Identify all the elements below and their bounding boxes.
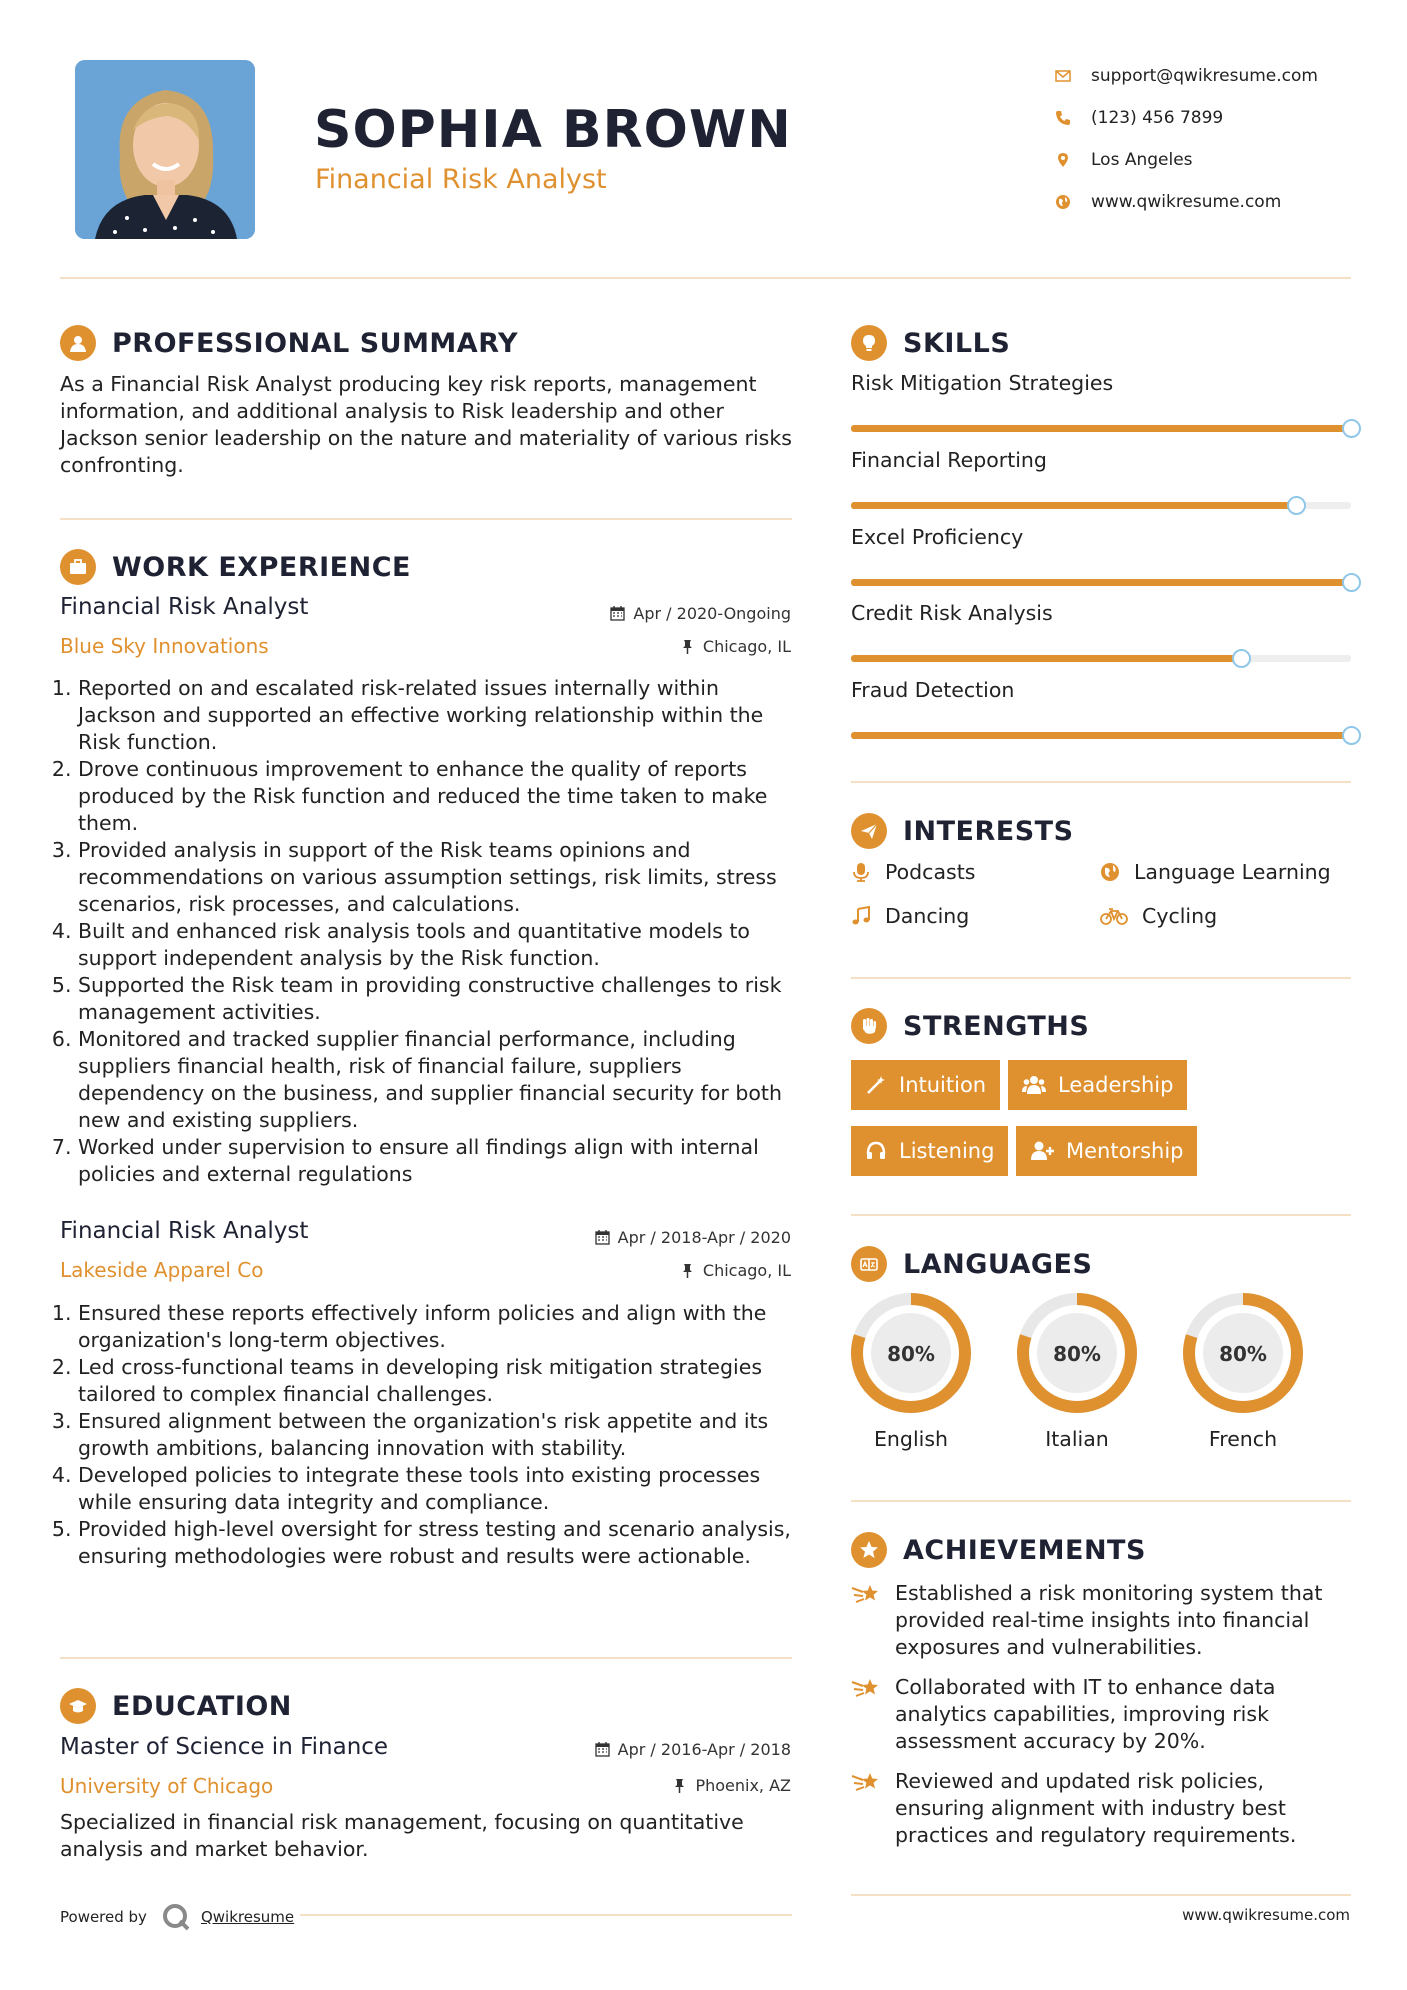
- star-icon: [851, 1532, 887, 1568]
- language-name: French: [1208, 1427, 1278, 1451]
- language-gauge: [1015, 1291, 1139, 1415]
- job-1-location-text: Chicago, IL: [702, 637, 791, 656]
- job-2-role: Financial Risk Analyst: [60, 1218, 309, 1244]
- shooting-star-icon: [851, 1674, 883, 1704]
- job-2-duty: 1. Ensured these reports effectively inform policies and align with the organization's long-term objectives.: [78, 1300, 800, 1354]
- footer-brand-link[interactable]: Qwikresume: [200, 1908, 295, 1926]
- education-title: EDUCATION: [112, 1690, 292, 1722]
- summary-text: As a Financial Risk Analyst producing key risk reports, management information, and additional analysis to Risk leadership and other Jackson senior leadership on the nature and materiality of various risks confronting.: [60, 372, 792, 477]
- skill-name: Risk Mitigation Strategies: [851, 371, 1114, 395]
- graduation-icon: [60, 1688, 96, 1724]
- experience-title: WORK EXPERIENCE: [112, 551, 411, 583]
- education-location-text: Phoenix, AZ: [695, 1776, 791, 1795]
- job-1-role: Financial Risk Analyst: [60, 594, 309, 620]
- job-2-location-text: Chicago, IL: [702, 1261, 791, 1280]
- strengths-title: STRENGTHS: [903, 1010, 1090, 1042]
- pushpin-icon: [672, 1778, 687, 1793]
- skills-divider: [851, 781, 1351, 783]
- education-school: University of Chicago: [60, 1774, 274, 1798]
- education-dates: [595, 1740, 791, 1759]
- job-2-duties: [60, 1300, 800, 1570]
- achievement-item: [851, 1580, 1351, 1661]
- strength-badge: [851, 1060, 1000, 1110]
- language-item: [1181, 1291, 1305, 1451]
- skill-bar: [851, 502, 1351, 509]
- globe-icon: [1100, 862, 1120, 882]
- footer-left-divider: [300, 1914, 792, 1916]
- skill-name: Fraud Detection: [851, 678, 1015, 702]
- pushpin-icon: [680, 639, 695, 654]
- strength-label: Leadership: [1058, 1073, 1174, 1097]
- job-1-duty: 2. Drove continuous improvement to enhance the quality of reports produced by the Risk function and reduced the time taken to make them.: [78, 756, 800, 837]
- language-icon: [851, 1246, 887, 1282]
- magic-wand-icon: [865, 1074, 887, 1096]
- strength-label: Mentorship: [1066, 1139, 1184, 1163]
- gauge-label: 80%: [887, 1342, 935, 1366]
- skill-knob[interactable]: [1342, 419, 1361, 438]
- summary-title: PROFESSIONAL SUMMARY: [112, 327, 519, 359]
- education-location: [672, 1776, 791, 1795]
- powered-by-label: Powered by: [60, 1908, 147, 1926]
- summary-divider: [60, 518, 792, 520]
- contact-list: [1055, 55, 1375, 223]
- interest-label: Language Learning: [1134, 860, 1331, 884]
- strength-badge: [1016, 1126, 1197, 1176]
- skill-knob[interactable]: [1232, 649, 1251, 668]
- skills-title: SKILLS: [903, 327, 1011, 359]
- job-1-duty: 3. Provided analysis in support of the Risk teams opinions and recommendations on various assumption settings, risk limits, stress scenarios, risk processes, and calculations.: [78, 837, 800, 918]
- interest-item: [851, 904, 969, 928]
- skill-item: [851, 601, 1351, 662]
- gauge-label: 80%: [1219, 1342, 1267, 1366]
- skill-name: Excel Proficiency: [851, 525, 1024, 549]
- bicycle-icon: [1100, 906, 1128, 926]
- job-2-location: [680, 1261, 791, 1280]
- contact-website-text: www.qwikresume.com: [1091, 192, 1282, 212]
- shooting-star-icon: [851, 1768, 883, 1798]
- job-1-duties: [60, 675, 800, 1188]
- achievements-title: ACHIEVEMENTS: [903, 1534, 1146, 1566]
- footer-powered-by: [60, 1902, 294, 1932]
- contact-phone-text: (123) 456 7899: [1091, 108, 1224, 128]
- header-divider: [60, 277, 1351, 279]
- achievement-text: Collaborated with IT to enhance data analytics capabilities, improving risk assessment accuracy by 20%.: [895, 1675, 1276, 1753]
- job-2-dates: [595, 1228, 791, 1247]
- strength-badge: [851, 1126, 1008, 1176]
- skill-bar: [851, 425, 1351, 432]
- contact-location-text: Los Angeles: [1091, 150, 1193, 170]
- contact-email[interactable]: [1055, 55, 1375, 97]
- gauge-label: 80%: [1053, 1342, 1101, 1366]
- language-gauge: [1181, 1291, 1305, 1415]
- job-2-dates-text: Apr / 2018-Apr / 2020: [617, 1228, 791, 1247]
- skill-knob[interactable]: [1287, 496, 1306, 515]
- interest-item: [1100, 860, 1331, 884]
- strength-badge: [1008, 1060, 1187, 1110]
- calendar-icon: [610, 606, 625, 621]
- education-text: Specialized in financial risk management, focusing on quantitative analysis and market behavior.: [60, 1810, 744, 1861]
- achievements-divider: [851, 1894, 1351, 1896]
- education-degree: Master of Science in Finance: [60, 1734, 389, 1760]
- skill-item: [851, 371, 1351, 432]
- job-1-duty: 7. Worked under supervision to ensure all findings align with internal policies and external regulations: [78, 1134, 800, 1188]
- job-1-location: [680, 637, 791, 656]
- user-plus-icon: [1030, 1140, 1054, 1162]
- calendar-icon: [595, 1742, 610, 1757]
- pushpin-icon: [680, 1263, 695, 1278]
- candidate-name: SOPHIA BROWN: [314, 100, 792, 160]
- skill-knob[interactable]: [1342, 726, 1361, 745]
- fist-icon: [851, 1008, 887, 1044]
- language-gauge: [849, 1291, 973, 1415]
- footer-url[interactable]: www.qwikresume.com: [1182, 1906, 1350, 1924]
- language-item: [849, 1291, 973, 1451]
- job-1-duty: 6. Monitored and tracked supplier financial performance, including suppliers financial health, risk of financial failure, suppliers dependency on the business, and supplier financial security for both new and existing suppliers.: [78, 1026, 800, 1134]
- languages-heading: [851, 1246, 1092, 1282]
- achievement-item: [851, 1768, 1351, 1849]
- skill-fill: [851, 732, 1351, 739]
- job-2-duty: 2. Led cross-functional teams in developing risk mitigation strategies tailored to complex financial challenges.: [78, 1354, 800, 1408]
- contact-phone[interactable]: [1055, 97, 1375, 139]
- phone-icon: [1055, 110, 1091, 126]
- strength-label: Listening: [899, 1139, 995, 1163]
- education-dates-text: Apr / 2016-Apr / 2018: [617, 1740, 791, 1759]
- job-1-dates: [610, 604, 791, 623]
- experience-heading: [60, 549, 411, 585]
- job-1-duty: 1. Reported on and escalated risk-related issues internally within Jackson and supported an effective working relationship within the Risk function.: [78, 675, 800, 756]
- job-2-duty: 4. Developed policies to integrate these tools into existing processes while ensuring data integrity and compliance.: [78, 1462, 800, 1516]
- contact-email-text: support@qwikresume.com: [1091, 66, 1318, 86]
- language-item: [1015, 1291, 1139, 1451]
- skill-bar: [851, 655, 1351, 662]
- summary-heading: [60, 325, 518, 361]
- job-1-company: Blue Sky Innovations: [60, 634, 269, 658]
- music-note-icon: [851, 906, 871, 926]
- skill-bar: [851, 579, 1351, 586]
- interest-label: Podcasts: [885, 860, 976, 884]
- skill-name: Financial Reporting: [851, 448, 1047, 472]
- languages-title: LANGUAGES: [903, 1248, 1093, 1280]
- paper-plane-icon: [851, 813, 887, 849]
- interest-item: [1100, 904, 1217, 928]
- job-2-duty: 3. Ensured alignment between the organization's risk appetite and its growth ambitions, balancing innovation with stability.: [78, 1408, 800, 1462]
- interests-heading: [851, 813, 1074, 849]
- candidate-title: Financial Risk Analyst: [315, 164, 607, 195]
- profile-photo: [75, 60, 255, 239]
- qwikresume-logo-icon: [161, 1902, 191, 1932]
- skill-knob[interactable]: [1342, 573, 1361, 592]
- briefcase-icon: [60, 549, 96, 585]
- strengths-heading: [851, 1008, 1089, 1044]
- skill-fill: [851, 425, 1351, 432]
- skill-fill: [851, 655, 1241, 662]
- microphone-icon: [851, 862, 871, 882]
- user-icon: [60, 325, 96, 361]
- job-1-duty: 4. Built and enhanced risk analysis tools and quantitative models to support independent analysis by the Risk function.: [78, 918, 800, 972]
- contact-website[interactable]: [1055, 181, 1375, 223]
- job-1-duty: 5. Supported the Risk team in providing constructive challenges to risk management activities.: [78, 972, 800, 1026]
- users-icon: [1022, 1074, 1046, 1096]
- skill-item: [851, 525, 1351, 586]
- job-2-company: Lakeside Apparel Co: [60, 1258, 264, 1282]
- skills-heading: [851, 325, 1010, 361]
- skill-item: [851, 678, 1351, 739]
- achievement-text: Reviewed and updated risk policies, ensuring alignment with industry best practices and regulatory requirements.: [895, 1769, 1297, 1847]
- envelope-icon: [1055, 68, 1091, 84]
- skill-item: [851, 448, 1351, 509]
- lightbulb-icon: [851, 325, 887, 361]
- achievement-text: Established a risk monitoring system that provided real-time insights into financial exposures and vulnerabilities.: [895, 1581, 1323, 1659]
- skill-fill: [851, 579, 1351, 586]
- job-2-duty: 5. Provided high-level oversight for stress testing and scenario analysis, ensuring methodologies were robust and results were actionable.: [78, 1516, 800, 1570]
- skill-bar: [851, 732, 1351, 739]
- languages-divider: [851, 1500, 1351, 1502]
- strength-label: Intuition: [899, 1073, 987, 1097]
- achievement-item: [851, 1674, 1351, 1755]
- skill-name: Credit Risk Analysis: [851, 601, 1053, 625]
- experience-divider: [60, 1657, 792, 1659]
- achievements-heading: [851, 1532, 1146, 1568]
- language-name: Italian: [1045, 1427, 1109, 1451]
- shooting-star-icon: [851, 1580, 883, 1610]
- interest-item: [851, 860, 975, 884]
- globe-icon: [1055, 194, 1091, 210]
- interest-label: Dancing: [885, 904, 970, 928]
- map-pin-icon: [1055, 152, 1091, 168]
- strengths-divider: [851, 1214, 1351, 1216]
- interests-title: INTERESTS: [903, 815, 1074, 847]
- interest-label: Cycling: [1142, 904, 1218, 928]
- calendar-icon: [595, 1230, 610, 1245]
- education-heading: [60, 1688, 292, 1724]
- interests-divider: [851, 977, 1351, 979]
- skill-fill: [851, 502, 1296, 509]
- job-1-dates-text: Apr / 2020-Ongoing: [633, 604, 791, 623]
- contact-location: [1055, 139, 1375, 181]
- headphones-icon: [865, 1140, 887, 1162]
- language-name: English: [873, 1427, 949, 1451]
